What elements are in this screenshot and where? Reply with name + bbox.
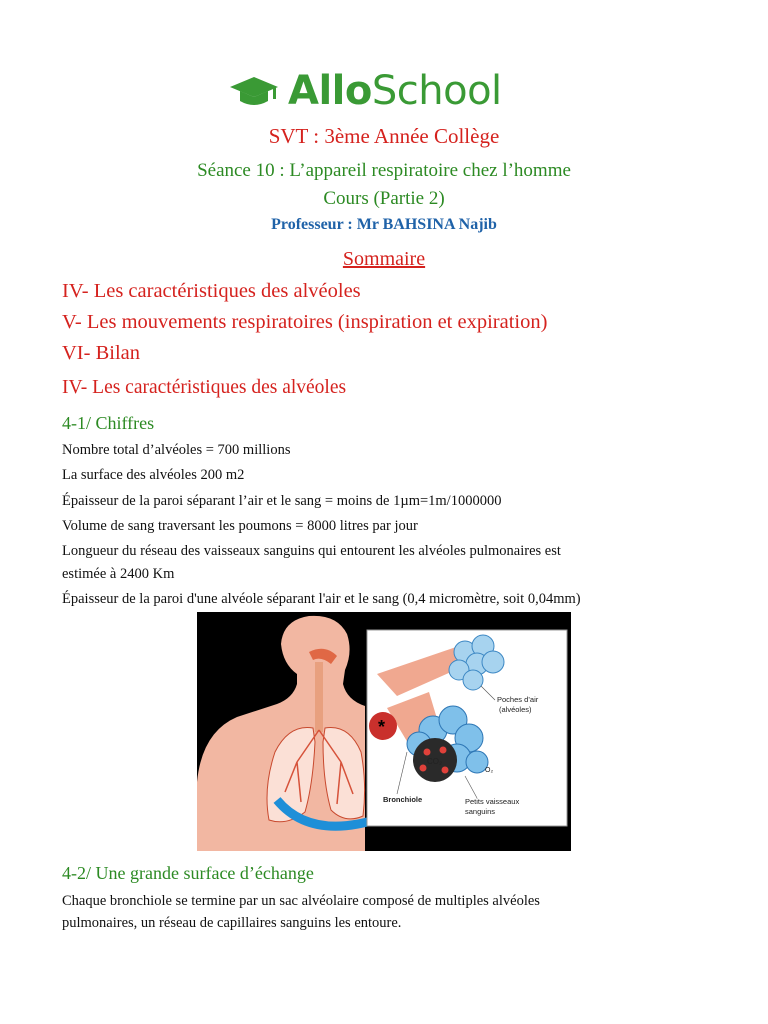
cours-title: Cours (Partie 2) bbox=[323, 188, 445, 209]
paragraph-line: Chaque bronchiole se termine par un sac alvéolaire composé de multiples alvéoles bbox=[62, 893, 540, 909]
paragraph-line: estimée à 2400 Km bbox=[62, 566, 175, 582]
paragraph-line: Longueur du réseau des vaisseaux sanguins qui entourent les alvéoles pulmonaires est bbox=[62, 543, 561, 559]
sommaire-item: IV- Les caractéristiques des alvéoles bbox=[62, 280, 361, 302]
section-heading: IV- Les caractéristiques des alvéoles bbox=[62, 377, 347, 398]
alloschool-logo bbox=[228, 66, 528, 116]
sommaire-item: V- Les mouvements respiratoires (inspiration et expiration) bbox=[62, 311, 548, 333]
respiratory-illustration bbox=[197, 612, 571, 851]
respiratory-system-figure bbox=[197, 612, 571, 851]
petits-vaisseaux-label: Petits vaisseaux bbox=[465, 797, 520, 806]
professor-name: Professeur : Mr BAHSINA Najib bbox=[271, 216, 497, 233]
subject-title: SVT : 3ème Année Collège bbox=[268, 124, 500, 148]
paragraph-line: Volume de sang traversant les poumons = 8000 litres par jour bbox=[62, 518, 418, 534]
paragraph-line: Épaisseur de la paroi d'une alvéole séparant l'air et le sang (0,4 micromètre, soit 0,04mm) bbox=[62, 591, 581, 607]
bronchiole-label: Bronchiole bbox=[383, 795, 423, 804]
co2-label: CO₂ bbox=[427, 757, 443, 766]
svg-text:*: * bbox=[378, 717, 386, 737]
paragraph-line: Nombre total d’alvéoles = 700 millions bbox=[62, 442, 291, 458]
seance-title: Séance 10 : L’appareil respiratoire chez l’homme bbox=[197, 160, 571, 181]
sommaire-title: Sommaire bbox=[342, 248, 426, 270]
paragraph-line: Épaisseur de la paroi séparant l’air et le sang = moins de 1µm=1m/1000000 bbox=[62, 493, 502, 509]
subsection-heading: 4-1/ Chiffres bbox=[62, 413, 155, 433]
paragraph-line: pulmonaires, un réseau de capillaires sanguins les entoure. bbox=[62, 915, 402, 931]
o2-label: O₂ bbox=[485, 767, 494, 774]
logo-wordmark: AlloSchool bbox=[288, 68, 502, 114]
paragraph-line: La surface des alvéoles 200 m2 bbox=[62, 467, 245, 483]
alveoles-label: (alvéoles) bbox=[499, 705, 532, 714]
subsection-heading: 4-2/ Une grande surface d’échange bbox=[62, 863, 314, 883]
sanguins-label: sanguins bbox=[465, 807, 496, 816]
poches-label: Poches d’air bbox=[497, 695, 539, 704]
sommaire-item: VI- Bilan bbox=[62, 342, 140, 364]
graduation-cap-icon bbox=[228, 71, 280, 111]
